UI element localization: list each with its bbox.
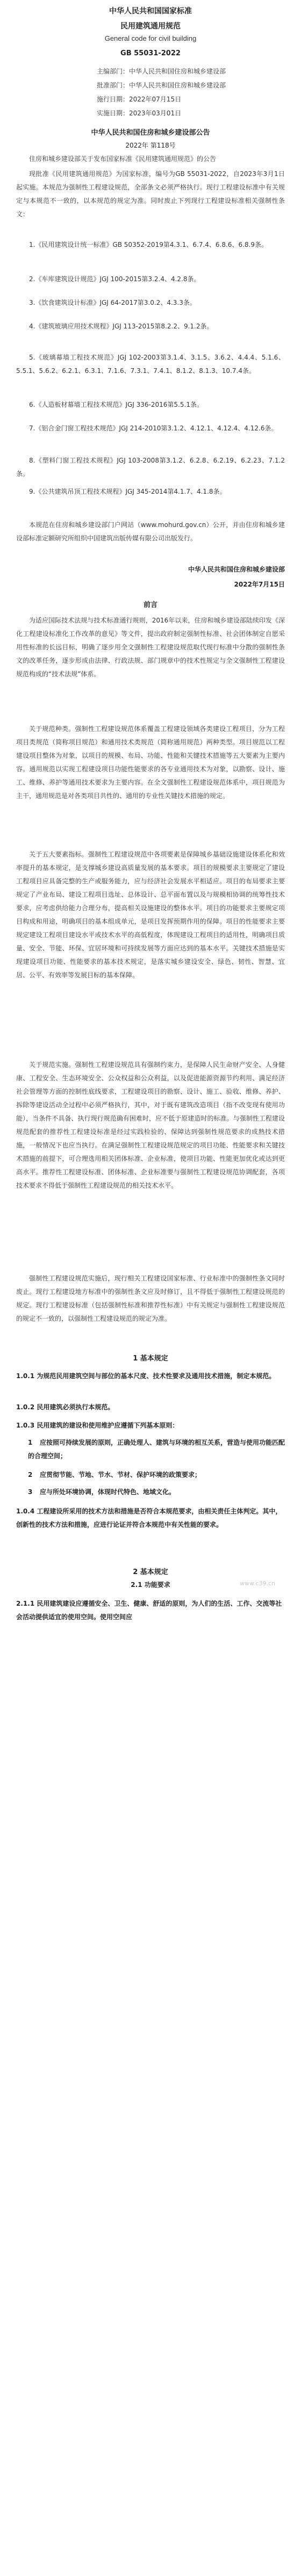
notice-org-title: 中华人民共和国住房和城乡建设部公告 bbox=[91, 129, 210, 137]
preface-title: 前言 bbox=[143, 601, 157, 609]
standard-name-english: General code for civil building bbox=[104, 34, 197, 42]
watermark-text: www.c39.cn bbox=[240, 1580, 276, 1587]
meta-editor: 主编部门：中华人民共和国住房和城乡建设部 bbox=[97, 68, 226, 75]
repealed-item-8: 8.《塑料门窗工程技术规程》JGJ 103-2008第3.1.2、6.2.8、6.2.19、6.2.23、7.1.2条。 bbox=[16, 457, 285, 478]
clause-1-0-3-item-3: 3 应与所处环境协调，体现时代特色、地域文化。 bbox=[28, 1488, 176, 1496]
chapter-2-title: 2 基本规定 bbox=[133, 1568, 168, 1576]
notice-number: 2022年 第118号 bbox=[125, 142, 176, 149]
repealed-item-4: 4.《建筑玻璃应用技术规程》JGJ 113-2015第8.2.2、9.1.2条。 bbox=[29, 323, 213, 330]
meta-effective-date: 实施日期：2023年03月01日 bbox=[97, 109, 182, 117]
chapter-1-title: 1 基本规定 bbox=[133, 1355, 168, 1363]
preface-paragraph-4: 关于规范实施。强制性工程建设规范具有强制约束力，是保障人民生命财产安全、人身健康、工程安全、生态环境安全、公众权益和公众利益，以及促进能源资源节约利用、满足经济社会管理等方面的控制性底线要求，工程建设项目的勘察、设计、施工、验收、维修、养护、拆除等建设活动全过程中必须严格执行，其中，对于既有建筑改造项目（指不改变现有使用功能），当条件不具备、执行现行规范确有困难时，应不低于原建造时的标准。与强制性工程建设规范配套的推荐性工程建设标准是经过实践检验的、保障达到强制性规范要求的成熟技术措施，一般情况下也应当执行。在满足强制性工程建设规范规定的项目功能、性能要求和关键技术措施的前提下，可合理选用相关团体标准、企业标准，使项目功能、性能更加优化或达到更高水平。推荐性工程建设标准、团体标准、企业标准要与强制性工程建设规范协调配套，各项技术要求不得低于强制性工程建设规范的相关技术水平。 bbox=[16, 1061, 285, 1189]
preface-paragraph-2: 关于规范种类。强制性工程建设规范体系覆盖工程建设领域各类建设工程项目，分为工程项目类规范（简称项目规范）和通用技术类规范（简称通用规范）两种类型。项目规范以工程建设项目整体为对象，以项目的规模、布局、功能、性能和关键技术措施等五大要素为主要内容。通用规范以实现工程建设项目功能性能要求的各专业通用技术为对象，以勘察、设计、施工、维修、养护等通用技术要求为主要内容。在全文强制性工程建设规范体系中，项目规范为主干，通用规范是对各类项目共性的、通用的专业性关键技术措施的规定。 bbox=[16, 725, 285, 800]
preface-paragraph-3: 关于五大要素指标。强制性工程建设规范中各项要素是保障城乡基础设施建设体系化和效率提升的基本规定，是支撑城乡建设高质量发展的基本要求。项目的规模要求主要规定了建设工程项目应具备完整的生产或服务能力，应与经济社会发展水平相适应。项目的布局要求主要规定了产业布局、建设工程项目选址、总体设计、总平面布置以及与规模相协调的统筹性技术要求，应考虑供给能力合理分布，提高相关设施建设的整体水平。项目的功能要求主要规定项目构成和用途，明确项目的基本组成单元，是项目发挥预期作用的保障。项目的性能要求主要规定建设工程项目建设水平或技术水平的高低程度，体现建设工程项目的适用性，明确项目质量、安全、节能、环保、宜居环境和可持续发展等方面应达到的基本水平。关键技术措施是实现建设项目功能、性能要求的基本技术规定，是落实城乡建设安全、绿色、韧性、智慧、宜居、公平、有效率等发展目标的基本保障。 bbox=[16, 851, 285, 979]
repealed-item-3: 3.《饮食建筑设计标准》JGJ 64-2017第3.0.2、4.3.3条。 bbox=[29, 299, 196, 306]
standard-code: GB 55031-2022 bbox=[120, 49, 181, 57]
clause-1-0-3: 1.0.3 民用建筑的建设和使用维护应遵循下列基本原则： bbox=[16, 1422, 179, 1429]
repealed-item-2: 2.《车库建筑设计规范》JGJ 100-2015第3.2.4、4.2.8条。 bbox=[29, 275, 200, 283]
standard-name: 民用建筑通用规范 bbox=[120, 22, 181, 31]
clause-1-0-2: 1.0.2 民用建筑必须执行本规范。 bbox=[16, 1403, 114, 1411]
clause-1-0-4: 1.0.4 工程建设所采用的技术方法和措施是否符合本规范要求，由相关责任主体判定。其中，创新性的技术方法和措施，应进行论证并符合本规范中有关性能的要求。 bbox=[16, 1507, 282, 1528]
clause-1-0-3-item-1: 1 应按照可持续发展的原则，正确处理人、建筑与环境的相互关系，营造与使用功能匹配的合理空间； bbox=[28, 1439, 285, 1460]
meta-approver: 批准部门：中华人民共和国住房和城乡建设部 bbox=[97, 82, 226, 89]
repealed-item-9: 9.《公共建筑吊顶工程技术规程》JGJ 345-2014第4.1.7、4.1.8条。 bbox=[29, 488, 226, 495]
notice-body-2: 本规范在住房和城乡建设部门户网站（www.mohurd.gov.cn）公开，并由住房和城乡建设部标准定额研究所组织中国建筑出版传媒有限公司出版发行。 bbox=[16, 521, 285, 542]
repealed-item-1: 1.《民用建筑设计统一标准》GB 50352-2019第4.3.1、6.7.4、6.8.6、6.8.9条。 bbox=[29, 241, 268, 248]
section-2-1-title: 2.1 功能要求 bbox=[131, 1581, 170, 1589]
preface-paragraph-1: 为适应国际技术法规与技术标准通行规则，2016年以来，住房和城乡建设部陆续印发《深化工程建设标准化工作改革的意见》等文件，提出政府制定强制性标准、社会团体制定自愿采用性标准的长远目标，明确了逐步用全文强制性工程建设规范取代现行标准中分散的强制性条文的改革任务，逐步形成由法律、行政法规、部门规章中的技术性规定与全文强制性工程建设规范构成的“技术法规”体系。 bbox=[16, 617, 285, 678]
clause-2-1-1: 2.1.1 民用建筑建设应遵循安全、卫生、健康、舒适的原则，为人们的生活、工作、交流等社会活动提供适宜的使用空间。使用空间应 bbox=[16, 1600, 282, 1621]
notice-intro: 住房和城乡建设部关于发布国家标准《民用建筑通用规范》的公告 bbox=[29, 155, 217, 163]
repealed-item-5: 5.《玻璃幕墙工程技术规范》JGJ 102-2003第3.1.4、3.1.5、3.6.2、4.4.4、5.1.6、5.5.1、5.6.2、6.2.1、6.3.1、7.1.6、7.3.1、7.4.1、8.1.2、8.1.3、10.7.4条。 bbox=[16, 354, 285, 375]
repealed-item-6: 6.《人造板材幕墙工程技术规范》JGJ 336-2016第5.5.1条。 bbox=[29, 401, 203, 408]
notice-date: 2022年7月15日 bbox=[234, 581, 285, 588]
preface-paragraph-5: 强制性工程建设规范实施后，现行相关工程建设国家标准、行业标准中的强制性条文同时废止。现行工程建设地方标准中的强制性条文应及时修订，且不得低于强制性工程建设规范的规定。现行工程建设标准（包括强制性标准和推荐性标准）中有关规定与强制性工程建设规范的规定不一致的，以强制性工程建设规范的规定为准。 bbox=[16, 1275, 285, 1322]
repealed-item-7: 7.《铝合金门窗工程技术规范》JGJ 214-2010第3.1.2、4.12.1、4.12.4、4.12.6条。 bbox=[29, 425, 278, 432]
clause-1-0-1: 1.0.1 为规范民用建筑空间与部位的基本尺度、技术性要求及通用技术措施，制定本规范。 bbox=[16, 1372, 276, 1380]
notice-body-1: 现批准《民用建筑通用规范》为国家标准，编号为GB 55031-2022，自2023年3月1日起实施。本规范为强制性工程建设规范，全部条文必须严格执行。现行工程建设标准中有关规定与本规范不一致的，以本规范的规定为准。同时废止下列现行工程建设标准相关强制性条文： bbox=[16, 170, 285, 218]
standard-title: 中华人民共和国国家标准 bbox=[109, 7, 192, 16]
meta-issue-date: 施行日期：2022年07月15日 bbox=[97, 96, 182, 103]
clause-1-0-3-item-2: 2 应贯彻节能、节地、节水、节材、保护环境的政策要求； bbox=[28, 1471, 202, 1479]
notice-signer: 中华人民共和国住房和城乡建设部 bbox=[188, 566, 285, 573]
